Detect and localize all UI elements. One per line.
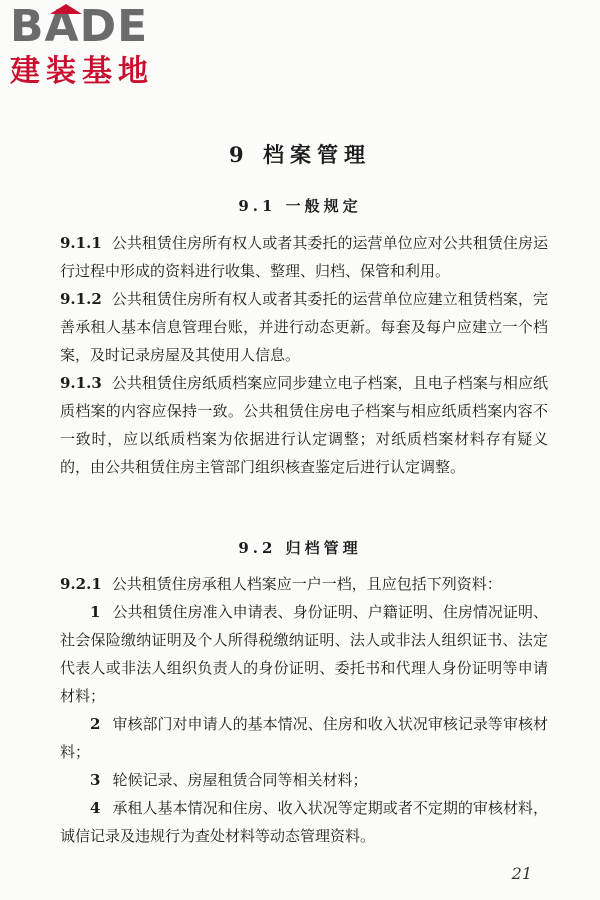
clause-text: 公共租赁住房所有权人或者其委托的运营单位应对公共租赁住房运行过程中形成的资料进行收集、整理、归档、保管和利用。 <box>60 234 548 280</box>
logo-roof-mark <box>50 4 82 14</box>
item-text: 公共租赁住房准入申请表、身份证明、户籍证明、住房情况证明、社会保险缴纳证明及个人所得税缴纳证明、法人或非法人组织证书、法定代表人或非法人组织负责人的身份证明、委托书和代理人身份证明等申请材料； <box>60 603 548 705</box>
item-number: 4 <box>90 799 101 817</box>
section-heading: 9.1 一般规定 <box>238 197 362 215</box>
clause-text: 公共租赁住房所有权人或者其委托的运营单位应建立租赁档案，完善承租人基本信息管理台账，并进行动态更新。每套及每户应建立一个档案，及时记录房屋及其使用人信息。 <box>60 290 548 364</box>
item-text: 承租人基本情况和住房、收入状况等定期或者不定期的审核材料，诚信记录及违规行为查处材料等动态管理资料。 <box>60 799 548 845</box>
section-body <box>60 570 548 850</box>
chapter-title: 9 档案管理 <box>229 142 371 167</box>
list-item <box>60 766 548 794</box>
item-text: 轮候记录、房屋租赁合同等相关材料； <box>112 771 368 789</box>
clause <box>60 369 548 481</box>
logo-text-en: BADE <box>10 1 149 52</box>
clause-number: 9.2.1 <box>60 575 102 593</box>
clause-number: 9.1.3 <box>60 374 102 392</box>
clause-number: 9.1.2 <box>60 290 102 308</box>
list-item <box>60 794 548 850</box>
item-number: 3 <box>90 771 101 789</box>
clause-text: 公共租赁住房承租人档案应一户一档，且应包括下列资料： <box>111 575 502 593</box>
clause <box>60 570 548 598</box>
clause <box>60 285 548 369</box>
list-item <box>60 598 548 710</box>
section-body <box>60 229 548 481</box>
logo <box>10 2 190 90</box>
page-number: 21 <box>511 864 532 883</box>
list-item <box>60 710 548 766</box>
clause <box>60 229 548 285</box>
item-number: 1 <box>90 603 101 621</box>
logo-text-cn: 建装基地 <box>10 54 154 89</box>
clause-number: 9.1.1 <box>60 234 102 252</box>
clause-text: 公共租赁住房纸质档案应同步建立电子档案，且电子档案与相应纸质档案的内容应保持一致。公共租赁住房电子档案与相应纸质档案内容不一致时，应以纸质档案为依据进行认定调整；对纸质档案材料存有疑义的，由公共租赁住房主管部门组织核查鉴定后进行认定调整。 <box>60 374 548 476</box>
section-heading: 9.2 归档管理 <box>238 539 362 557</box>
item-number: 2 <box>90 715 101 733</box>
item-text: 审核部门对申请人的基本情况、住房和收入状况审核记录等审核材料； <box>60 715 548 761</box>
